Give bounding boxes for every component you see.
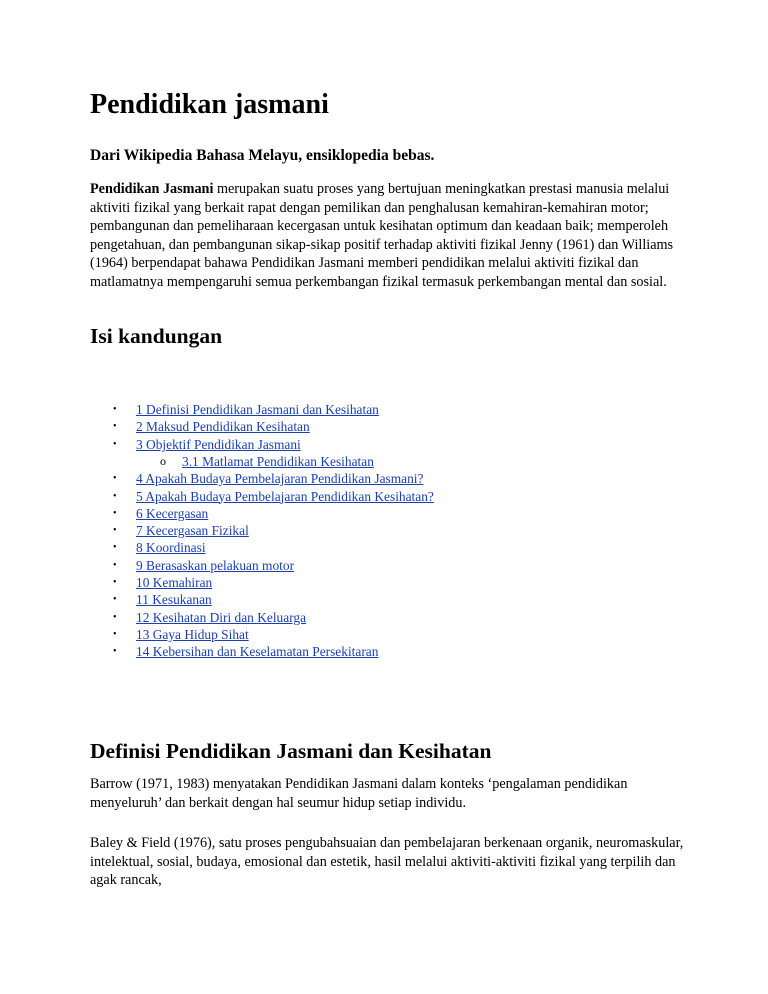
toc-link-8[interactable]: 8 Koordinasi [136, 540, 206, 556]
toc-link-11[interactable]: 11 Kesukanan [136, 592, 212, 608]
bullet-icon: • [113, 594, 117, 606]
toc-link-3-1[interactable]: 3.1 Matlamat Pendidikan Kesihatan [182, 453, 374, 469]
page-subtitle: Dari Wikipedia Bahasa Melayu, ensiklopedia bebas. [90, 147, 435, 164]
bullet-icon: • [113, 525, 117, 537]
toc-link-7[interactable]: 7 Kecergasan Fizikal [136, 523, 249, 539]
toc-link-2[interactable]: 2 Maksud Pendidikan Kesihatan [136, 419, 310, 435]
bullet-icon: • [113, 628, 117, 640]
bullet-icon: • [113, 404, 117, 415]
toc-link-14[interactable]: 14 Kebersihan dan Keselamatan Persekitaran [136, 644, 379, 660]
intro-paragraph [90, 180, 686, 291]
toc-link-5[interactable]: 5 Apakah Budaya Pembelajaran Pendidikan Kesihatan? [136, 488, 434, 504]
bullet-icon: • [113, 577, 117, 588]
intro-text: merupakan suatu proses yang bertujuan meningkatkan prestasi manusia melalui aktiviti fizikal yang berkait rapat dengan pemilikan dan penghalusan kemahiran-kemahiran motor; pembangunan dan pemeliharaan kecergasan untuk kesihatan optimum dan keadaan baik; memperoleh pengetahuan, dan pembangunan sikap-sikap positif terhadap aktiviti fizikal Jenny (1961) dan Williams (1964) berpendapat bahawa Pendidikan Jasmani memberi pendidikan melalui aktiviti fizikal dan matlamatnya mempengaruhi semua perkembangan fizikal termasuk perkembangan mental dan sosial. [90, 181, 674, 290]
toc-link-1[interactable]: 1 Definisi Pendidikan Jasmani dan Kesihatan [136, 402, 379, 417]
bullet-icon: • [113, 611, 117, 623]
bullet-icon: • [113, 421, 117, 433]
intro-bold-term: Pendidikan Jasmani [90, 181, 214, 197]
section-heading: Definisi Pendidikan Jasmani dan Kesihatan [90, 739, 492, 763]
bullet-icon: • [113, 490, 117, 502]
toc-link-12[interactable]: 12 Kesihatan Diri dan Keluarga [136, 609, 307, 625]
bullet-icon: • [113, 559, 117, 571]
section-paragraph-1: Barrow (1971, 1983) menyatakan Pendidikan Jasmani dalam konteks ‘pengalaman pendidikan menyeluruh’ dan berkait dengan hal seumur hidup setiap individu. [90, 776, 628, 811]
bullet-icon: • [113, 438, 117, 450]
bullet-icon: • [113, 473, 117, 485]
toc-link-13[interactable]: 13 Gaya Hidup Sihat [136, 626, 249, 642]
toc-link-10[interactable]: 10 Kemahiran [136, 575, 213, 590]
bullet-icon: • [113, 507, 117, 519]
page-title: Pendidikan jasmani [90, 89, 329, 120]
sub-bullet-icon: o [160, 453, 166, 468]
toc-heading: Isi kandungan [90, 324, 223, 348]
toc-link-6[interactable]: 6 Kecergasan [136, 505, 209, 521]
toc-link-3[interactable]: 3 Objektif Pendidikan Jasmani [136, 436, 301, 452]
toc-link-4[interactable]: 4 Apakah Budaya Pembelajaran Pendidikan Jasmani? [136, 471, 424, 487]
toc-link-9[interactable]: 9 Berasaskan pelakuan motor [136, 557, 295, 573]
bullet-icon: • [113, 646, 117, 658]
section-paragraph-2: Baley & Field (1976), satu proses pengubahsuaian dan pembelajaran berkenaan organik, neuromaskular, intelektual, sosial, budaya, emosional dan estetik, hasil melalui aktiviti-aktiviti fizikal yang terpilih dan agak rancak, [90, 835, 684, 888]
bullet-icon: • [113, 542, 117, 554]
